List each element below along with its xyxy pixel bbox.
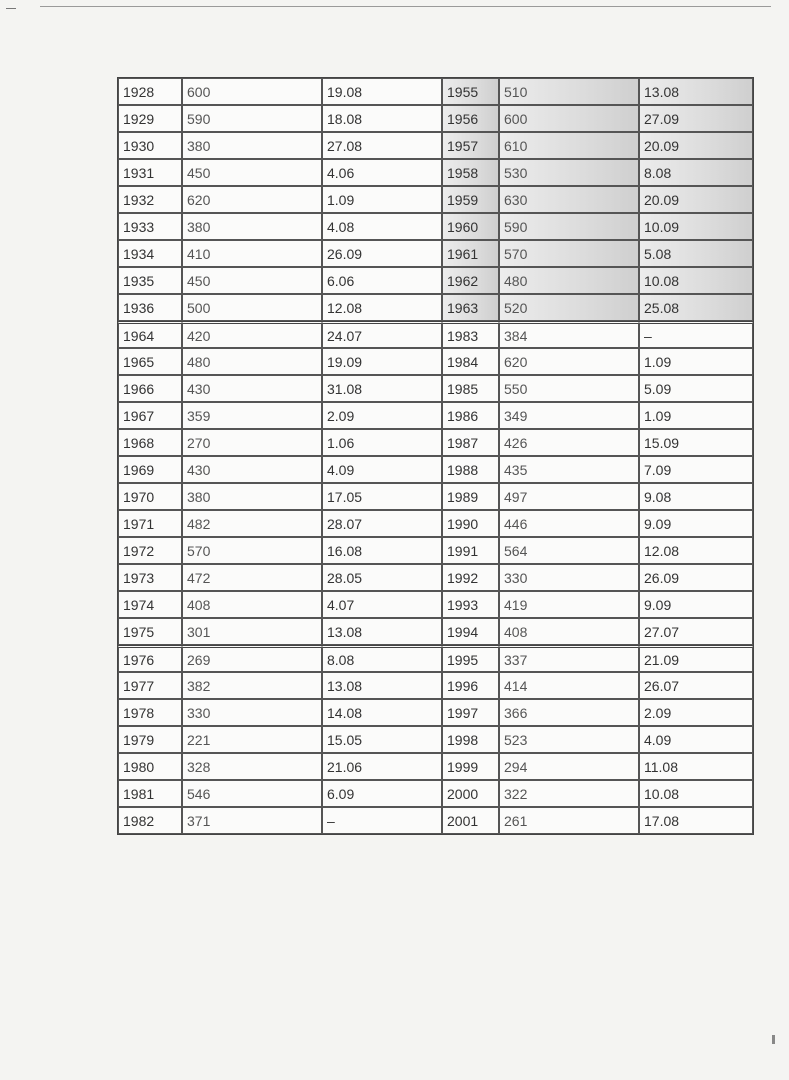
cell-year-right: 1996 xyxy=(442,672,499,699)
cell-date-right: 4.09 xyxy=(639,726,753,753)
cell-year-left: 1931 xyxy=(118,159,182,186)
cell-value-right: 294 xyxy=(499,753,639,780)
cell-year-right: 1993 xyxy=(442,591,499,618)
table-row xyxy=(118,672,753,699)
cell-value-right: 530 xyxy=(499,159,639,186)
table-row xyxy=(118,483,753,510)
cell-date-left: 31.08 xyxy=(322,375,442,402)
cell-value-right: 337 xyxy=(499,645,639,672)
cell-date-right: 12.08 xyxy=(639,537,753,564)
cell-value-right: 564 xyxy=(499,537,639,564)
cell-value-left: 430 xyxy=(182,456,322,483)
cell-date-left: 24.07 xyxy=(322,321,442,348)
table-row xyxy=(118,321,753,348)
cell-year-left: 1929 xyxy=(118,105,182,132)
cell-year-right: 1961 xyxy=(442,240,499,267)
cell-value-left: 328 xyxy=(182,753,322,780)
table-row xyxy=(118,267,753,294)
table-row xyxy=(118,186,753,213)
cell-value-left: 546 xyxy=(182,780,322,807)
cell-value-right: 414 xyxy=(499,672,639,699)
cell-value-left: 269 xyxy=(182,645,322,672)
cell-year-left: 1972 xyxy=(118,537,182,564)
cell-year-left: 1978 xyxy=(118,699,182,726)
cell-year-right: 1989 xyxy=(442,483,499,510)
cell-date-right: 27.07 xyxy=(639,618,753,645)
cell-value-right: 446 xyxy=(499,510,639,537)
cell-date-left: 4.06 xyxy=(322,159,442,186)
cell-value-right: 330 xyxy=(499,564,639,591)
cell-value-left: 410 xyxy=(182,240,322,267)
cell-date-right: 26.09 xyxy=(639,564,753,591)
cell-year-left: 1967 xyxy=(118,402,182,429)
cell-year-left: 1973 xyxy=(118,564,182,591)
scan-corner-mark xyxy=(6,8,16,9)
cell-date-right: 1.09 xyxy=(639,348,753,375)
cell-year-right: 1960 xyxy=(442,213,499,240)
cell-value-left: 330 xyxy=(182,699,322,726)
cell-date-right: 20.09 xyxy=(639,132,753,159)
cell-value-right: 261 xyxy=(499,807,639,834)
table-row xyxy=(118,591,753,618)
cell-date-right: 20.09 xyxy=(639,186,753,213)
cell-value-right: 570 xyxy=(499,240,639,267)
cell-year-right: 1994 xyxy=(442,618,499,645)
cell-year-left: 1936 xyxy=(118,294,182,321)
cell-value-left: 482 xyxy=(182,510,322,537)
cell-date-left: 2.09 xyxy=(322,402,442,429)
cell-value-right: 384 xyxy=(499,321,639,348)
cell-value-right: 480 xyxy=(499,267,639,294)
table-row xyxy=(118,78,753,105)
cell-value-right: 426 xyxy=(499,429,639,456)
cell-value-right: 322 xyxy=(499,780,639,807)
table-row xyxy=(118,429,753,456)
table-row xyxy=(118,456,753,483)
cell-value-right: 366 xyxy=(499,699,639,726)
cell-year-right: 1962 xyxy=(442,267,499,294)
cell-year-left: 1964 xyxy=(118,321,182,348)
cell-year-left: 1966 xyxy=(118,375,182,402)
cell-date-left: 28.05 xyxy=(322,564,442,591)
cell-date-right: 10.08 xyxy=(639,780,753,807)
cell-date-left: 13.08 xyxy=(322,672,442,699)
cell-year-left: 1970 xyxy=(118,483,182,510)
cell-value-left: 380 xyxy=(182,483,322,510)
cell-value-right: 497 xyxy=(499,483,639,510)
cell-date-right: 7.09 xyxy=(639,456,753,483)
scan-margin-mark xyxy=(772,1035,775,1044)
table-row xyxy=(118,780,753,807)
cell-date-left: 6.09 xyxy=(322,780,442,807)
cell-year-left: 1975 xyxy=(118,618,182,645)
cell-value-left: 450 xyxy=(182,159,322,186)
cell-date-left: 28.07 xyxy=(322,510,442,537)
table-row xyxy=(118,726,753,753)
cell-value-left: 408 xyxy=(182,591,322,618)
table-row xyxy=(118,564,753,591)
table-row xyxy=(118,159,753,186)
cell-value-left: 600 xyxy=(182,78,322,105)
cell-value-right: 630 xyxy=(499,186,639,213)
cell-year-right: 1956 xyxy=(442,105,499,132)
cell-value-left: 590 xyxy=(182,105,322,132)
table-row xyxy=(118,807,753,834)
cell-value-right: 600 xyxy=(499,105,639,132)
cell-date-left: 17.05 xyxy=(322,483,442,510)
cell-year-right: 1984 xyxy=(442,348,499,375)
cell-date-left: 8.08 xyxy=(322,645,442,672)
cell-year-left: 1968 xyxy=(118,429,182,456)
cell-year-right: 1957 xyxy=(442,132,499,159)
cell-year-left: 1932 xyxy=(118,186,182,213)
cell-value-right: 510 xyxy=(499,78,639,105)
cell-value-left: 382 xyxy=(182,672,322,699)
cell-value-right: 419 xyxy=(499,591,639,618)
table-row xyxy=(118,618,753,645)
table-row xyxy=(118,510,753,537)
cell-date-left: 1.09 xyxy=(322,186,442,213)
cell-year-right: 2001 xyxy=(442,807,499,834)
cell-year-right: 1998 xyxy=(442,726,499,753)
cell-value-left: 420 xyxy=(182,321,322,348)
cell-year-left: 1965 xyxy=(118,348,182,375)
cell-date-right: 2.09 xyxy=(639,699,753,726)
cell-value-left: 371 xyxy=(182,807,322,834)
cell-value-right: 620 xyxy=(499,348,639,375)
cell-year-left: 1981 xyxy=(118,780,182,807)
table-row xyxy=(118,240,753,267)
cell-year-left: 1971 xyxy=(118,510,182,537)
cell-year-right: 1999 xyxy=(442,753,499,780)
cell-date-left: 18.08 xyxy=(322,105,442,132)
cell-year-right: 1985 xyxy=(442,375,499,402)
cell-value-left: 270 xyxy=(182,429,322,456)
cell-date-right: 9.08 xyxy=(639,483,753,510)
cell-value-left: 301 xyxy=(182,618,322,645)
table-row xyxy=(118,105,753,132)
cell-date-left: 26.09 xyxy=(322,240,442,267)
cell-date-left: 16.08 xyxy=(322,537,442,564)
cell-date-right: 21.09 xyxy=(639,645,753,672)
cell-value-right: 590 xyxy=(499,213,639,240)
table-row xyxy=(118,348,753,375)
cell-year-left: 1934 xyxy=(118,240,182,267)
cell-date-left: 4.07 xyxy=(322,591,442,618)
cell-value-left: 221 xyxy=(182,726,322,753)
cell-year-right: 1959 xyxy=(442,186,499,213)
cell-date-right: 11.08 xyxy=(639,753,753,780)
cell-value-left: 480 xyxy=(182,348,322,375)
cell-date-left: 4.08 xyxy=(322,213,442,240)
cell-value-right: 523 xyxy=(499,726,639,753)
cell-value-left: 500 xyxy=(182,294,322,321)
cell-year-right: 1995 xyxy=(442,645,499,672)
cell-date-left: 19.08 xyxy=(322,78,442,105)
cell-date-right: 5.08 xyxy=(639,240,753,267)
cell-date-left: 27.08 xyxy=(322,132,442,159)
table-row xyxy=(118,294,753,321)
cell-year-left: 1976 xyxy=(118,645,182,672)
cell-year-right: 1997 xyxy=(442,699,499,726)
cell-year-right: 1958 xyxy=(442,159,499,186)
cell-value-left: 380 xyxy=(182,132,322,159)
table-body xyxy=(118,78,753,834)
table-row xyxy=(118,753,753,780)
table-row xyxy=(118,132,753,159)
table-row xyxy=(118,213,753,240)
cell-date-right: 10.08 xyxy=(639,267,753,294)
cell-date-right: 26.07 xyxy=(639,672,753,699)
cell-date-left: 12.08 xyxy=(322,294,442,321)
cell-value-right: 408 xyxy=(499,618,639,645)
table-row xyxy=(118,375,753,402)
cell-date-right: 8.08 xyxy=(639,159,753,186)
cell-year-left: 1974 xyxy=(118,591,182,618)
cell-value-left: 570 xyxy=(182,537,322,564)
cell-date-right: 9.09 xyxy=(639,591,753,618)
cell-date-right: 13.08 xyxy=(639,78,753,105)
cell-year-right: 1963 xyxy=(442,294,499,321)
cell-date-right: 5.09 xyxy=(639,375,753,402)
cell-year-left: 1979 xyxy=(118,726,182,753)
cell-value-right: 550 xyxy=(499,375,639,402)
cell-year-right: 1986 xyxy=(442,402,499,429)
scan-edge-line xyxy=(40,6,771,7)
cell-value-left: 359 xyxy=(182,402,322,429)
cell-year-left: 1982 xyxy=(118,807,182,834)
cell-date-right: – xyxy=(639,321,753,348)
cell-date-right: 17.08 xyxy=(639,807,753,834)
cell-date-left: 14.08 xyxy=(322,699,442,726)
cell-year-left: 1977 xyxy=(118,672,182,699)
cell-date-left: 21.06 xyxy=(322,753,442,780)
cell-value-left: 472 xyxy=(182,564,322,591)
cell-date-left: – xyxy=(322,807,442,834)
table-row xyxy=(118,699,753,726)
cell-year-right: 2000 xyxy=(442,780,499,807)
cell-date-right: 9.09 xyxy=(639,510,753,537)
table-row xyxy=(118,537,753,564)
cell-year-right: 1992 xyxy=(442,564,499,591)
cell-date-left: 6.06 xyxy=(322,267,442,294)
cell-date-right: 1.09 xyxy=(639,402,753,429)
cell-year-right: 1955 xyxy=(442,78,499,105)
yearly-records-table xyxy=(117,77,754,835)
cell-date-right: 27.09 xyxy=(639,105,753,132)
cell-year-left: 1928 xyxy=(118,78,182,105)
cell-year-right: 1987 xyxy=(442,429,499,456)
cell-year-left: 1935 xyxy=(118,267,182,294)
cell-value-left: 620 xyxy=(182,186,322,213)
cell-date-left: 1.06 xyxy=(322,429,442,456)
cell-year-left: 1969 xyxy=(118,456,182,483)
cell-value-left: 450 xyxy=(182,267,322,294)
cell-year-right: 1991 xyxy=(442,537,499,564)
cell-value-right: 610 xyxy=(499,132,639,159)
cell-year-left: 1933 xyxy=(118,213,182,240)
cell-date-left: 13.08 xyxy=(322,618,442,645)
cell-date-right: 15.09 xyxy=(639,429,753,456)
cell-year-right: 1988 xyxy=(442,456,499,483)
cell-value-left: 430 xyxy=(182,375,322,402)
cell-year-right: 1983 xyxy=(442,321,499,348)
cell-date-left: 19.09 xyxy=(322,348,442,375)
cell-year-left: 1930 xyxy=(118,132,182,159)
cell-date-left: 4.09 xyxy=(322,456,442,483)
table-row xyxy=(118,645,753,672)
cell-value-left: 380 xyxy=(182,213,322,240)
cell-value-right: 435 xyxy=(499,456,639,483)
cell-date-right: 10.09 xyxy=(639,213,753,240)
cell-date-right: 25.08 xyxy=(639,294,753,321)
cell-value-right: 520 xyxy=(499,294,639,321)
cell-date-left: 15.05 xyxy=(322,726,442,753)
cell-year-left: 1980 xyxy=(118,753,182,780)
cell-year-right: 1990 xyxy=(442,510,499,537)
table-row xyxy=(118,402,753,429)
cell-value-right: 349 xyxy=(499,402,639,429)
